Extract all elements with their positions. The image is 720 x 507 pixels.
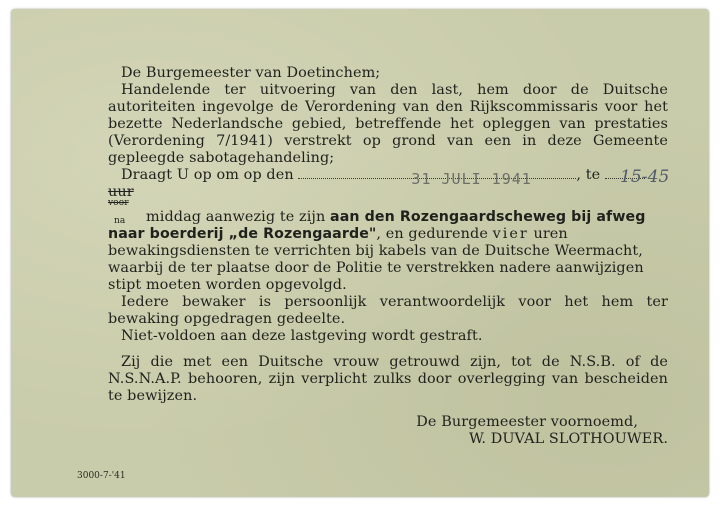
signature-name: W. DUVAL SLOTHOUWER. xyxy=(468,431,668,447)
date-stamp: 31 JULI 1941 xyxy=(411,170,532,188)
voor-na-choice xyxy=(108,198,146,226)
responsibility-paragraph: Iedere bewaker is persoonlijk verantwoordelijk voor het hem ter bewaking opgedragen gedeelte. xyxy=(108,294,668,327)
location-text: aan den Rozengaardscheweg bij afweg naar boerderij „de Rozengaarde" xyxy=(108,209,646,242)
na-label: na xyxy=(114,216,126,226)
order-line xyxy=(108,167,668,201)
form-code: 3000-7-'41 xyxy=(77,471,126,481)
location-paragraph xyxy=(108,198,668,294)
date-field xyxy=(298,170,576,188)
order-prefix: Draagt U op om op den xyxy=(121,167,294,183)
signature-title: De Burgemeester voornoemd, xyxy=(416,414,638,430)
time-label: , te xyxy=(576,167,601,183)
voor-label: voor xyxy=(108,198,129,208)
uur-label: uur xyxy=(108,184,134,200)
middag-text: middag aanwezig te zijn xyxy=(146,209,326,225)
document-body xyxy=(108,65,668,448)
penalty-paragraph: Niet-voldoen aan deze lastgeving wordt gestraft. xyxy=(121,328,483,344)
duty-hours: vier xyxy=(492,226,529,242)
salutation: De Burgemeester van Doetinchem; xyxy=(121,65,381,81)
time-field xyxy=(605,167,670,187)
duty-text-b: uren bewakingsdiensten te verrichten bij kabels van de Duitsche Weermacht, waarbij de ter plaatse door de Politie te verstrekken nadere aanwijzigen stipt moeten worden opgevolgd. xyxy=(108,226,644,293)
exemption-paragraph: Zij die met een Duitsche vrouw getrouwd zijn, tot de N.S.B. of de N.S.N.A.P. behooren, zijn verplicht zulks door overlegging van bescheiden te bewijzen. xyxy=(108,354,668,404)
preamble-paragraph: Handelende ter uitvoering van den last, hem door de Duitsche autoriteiten ingevolge de Verordening van den Rijkscommissaris voor het bezette Nederlandsche gebied, betreffende het opleggen van prestaties (Verordening 7/1941) verstrekt op grond van een in deze Gemeente gepleegde sabotagehandeling; xyxy=(108,82,668,166)
duty-text-a: , en gedurende xyxy=(376,226,488,242)
handwritten-time: 15-45 xyxy=(619,167,670,187)
summons-card xyxy=(11,9,709,497)
